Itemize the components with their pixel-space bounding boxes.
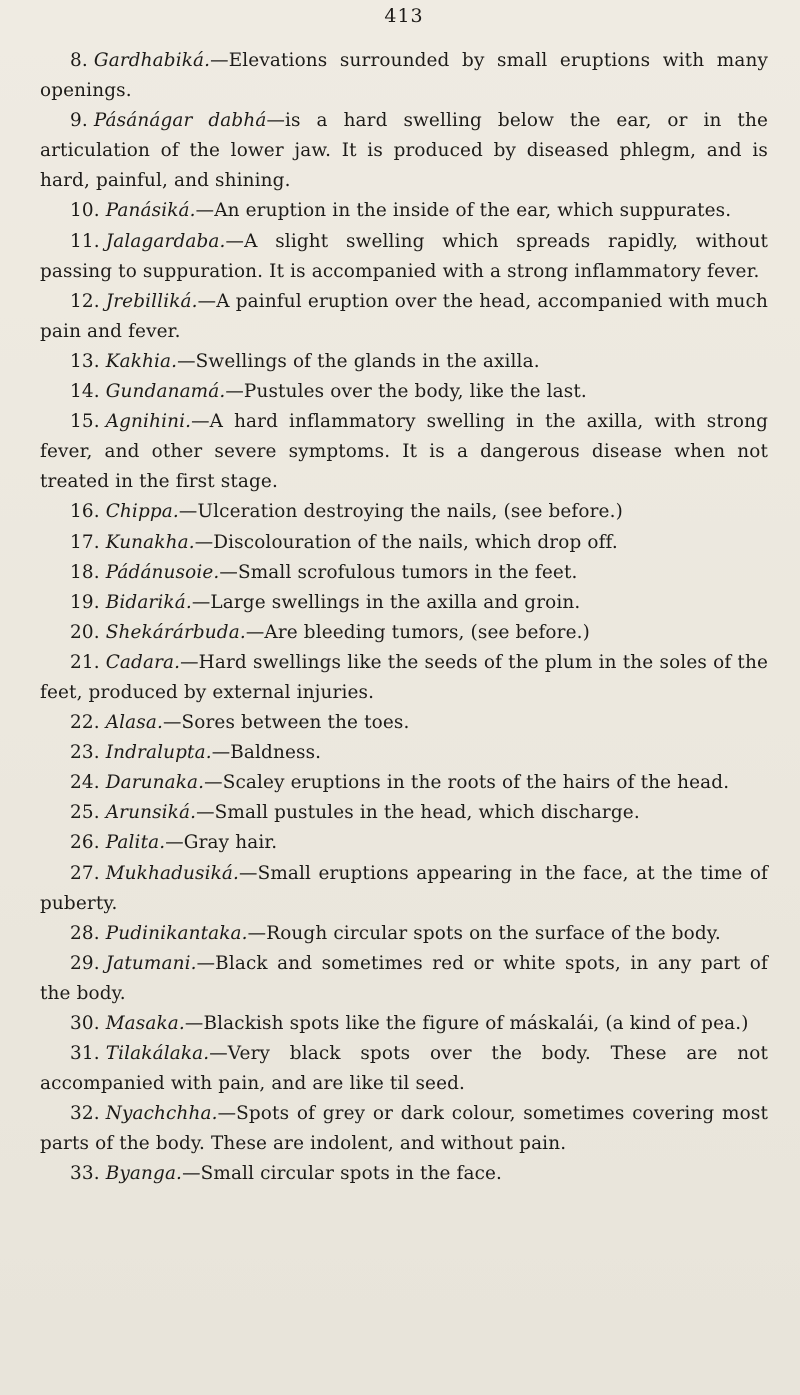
entry-definition: —Small circular spots in the face. (182, 1163, 503, 1185)
entry-definition: —Sores between the toes. (162, 712, 410, 734)
list-item (40, 708, 768, 738)
entry-number: 11. (70, 230, 100, 252)
list-item (40, 407, 768, 497)
entry-term: Agnihini. (105, 411, 192, 433)
list-item (40, 949, 768, 1009)
entry-number: 24. (70, 772, 100, 794)
entry-term: Gardhabiká. (93, 50, 211, 71)
entry-definition: —Blackish spots like the figure of máskalái, (a kind of pea.) (184, 1013, 749, 1034)
entry-number: 28. (70, 922, 100, 944)
entry-definition: —Small eruptions appearing in the face, at the time of puberty. (40, 862, 768, 914)
entry-number: 21. (70, 651, 100, 673)
entry-term: Cadara. (105, 651, 181, 673)
entry-definition: —A painful eruption over the head, accompanied with much pain and fever. (40, 290, 768, 342)
entry-term: Arunsiká. (105, 802, 197, 824)
entry-term: Nyachchha. (105, 1103, 218, 1125)
list-item (40, 106, 768, 196)
list-item (40, 588, 768, 618)
page-number: 413 (384, 5, 424, 27)
entry-definition: —Small scrofulous tumors in the feet. (219, 561, 578, 583)
list-item (40, 859, 768, 919)
entry-list (40, 46, 768, 1190)
entry-number: 8. (70, 50, 88, 71)
entry-number: 14. (70, 381, 100, 403)
list-item (40, 1039, 768, 1099)
entry-number: 12. (70, 290, 100, 312)
list-item (40, 528, 768, 558)
entry-term: Pásánágar dabhá (93, 110, 267, 132)
entry-number: 27. (70, 862, 100, 884)
list-item (40, 828, 768, 858)
list-item (40, 648, 768, 708)
entry-definition: —A slight swelling which spreads rapidly, without passing to suppuration. It is accompanied with a strong inflammatory fever. (40, 230, 768, 282)
entry-definition: —Gray hair. (165, 832, 278, 854)
entry-number: 13. (70, 350, 100, 372)
entry-definition: —Black and sometimes red or white spots, in any part of the body. (40, 952, 768, 1004)
entry-term: Kakhia. (105, 350, 178, 372)
entry-number: 19. (70, 591, 100, 613)
entry-definition: —Spots of grey or dark colour, sometimes covering most parts of the body. These are indolent, and without pain. (40, 1103, 768, 1155)
entry-number: 18. (70, 561, 100, 583)
entry-term: Alasa. (105, 712, 163, 734)
entry-term: Pudinikantaka. (105, 922, 248, 944)
entry-term: Palita. (105, 832, 166, 854)
entry-term: Mukhadusiká. (105, 862, 240, 884)
entry-number: 16. (70, 501, 100, 523)
entry-term: Indralupta. (105, 742, 212, 764)
list-item (40, 738, 768, 768)
entry-number: 17. (70, 531, 100, 553)
entry-term: Jatumani. (105, 952, 197, 974)
entry-term: Panásiká. (105, 200, 196, 222)
entry-number: 15. (70, 411, 100, 433)
list-item (40, 46, 768, 106)
list-item (40, 1099, 768, 1159)
list-item (40, 558, 768, 588)
entry-number: 30. (70, 1013, 100, 1034)
list-item (40, 227, 768, 287)
entry-definition: —Are bleeding tumors, (see before.) (245, 621, 590, 643)
entry-term: Pádánusoie. (105, 561, 220, 583)
entry-term: Tilakálaka. (105, 1043, 210, 1065)
entry-term: Kunakha. (105, 531, 195, 553)
entry-definition: —is a hard swelling below the ear, or in the articulation of the lower jaw. It is produced by diseased phlegm, and is hard, painful, and shining. (40, 110, 768, 192)
entry-number: 29. (70, 952, 100, 974)
entry-number: 31. (70, 1043, 100, 1065)
entry-term: Chippa. (105, 501, 179, 523)
entry-term: Darunaka. (105, 772, 205, 794)
entry-definition: —Ulceration destroying the nails, (see before.) (178, 501, 623, 523)
list-item (40, 196, 768, 226)
entry-number: 9. (70, 110, 88, 132)
list-item (40, 347, 768, 377)
entry-term: Masaka. (105, 1013, 185, 1034)
entry-term: Shekárárbuda. (105, 621, 246, 643)
entry-number: 23. (70, 742, 100, 764)
entry-number: 26. (70, 832, 100, 854)
entry-definition: —Pustules over the body, like the last. (225, 381, 587, 403)
entry-term: Byanga. (105, 1163, 183, 1185)
entry-term: Gundanamá. (105, 381, 226, 403)
list-item (40, 497, 768, 527)
entry-term: Jalagardaba. (105, 230, 226, 252)
entry-number: 25. (70, 802, 100, 824)
entry-definition: —An eruption in the inside of the ear, which suppurates. (195, 200, 732, 222)
entry-definition: —Rough circular spots on the surface of the body. (247, 922, 721, 944)
entry-definition: —Scaley eruptions in the roots of the hairs of the head. (204, 772, 730, 794)
entry-term: Bidariká. (105, 591, 192, 613)
list-item (40, 1159, 768, 1189)
list-item (40, 798, 768, 828)
list-item (40, 618, 768, 648)
list-item (40, 377, 768, 407)
entry-definition: —Hard swellings like the seeds of the plum in the soles of the feet, produced by external injuries. (40, 651, 768, 703)
entry-definition: —Discolouration of the nails, which drop off. (194, 531, 618, 553)
entry-definition: —Elevations surrounded by small eruptions with many openings. (40, 50, 768, 102)
entry-definition: —Very black spots over the body. These are not accompanied with pain, and are like til seed. (40, 1043, 768, 1095)
entry-definition: —Swellings of the glands in the axilla. (177, 350, 540, 372)
entry-definition: —Baldness. (211, 742, 322, 764)
entry-number: 22. (70, 712, 100, 734)
entry-number: 20. (70, 621, 100, 643)
list-item (40, 919, 768, 949)
entry-definition: —Small pustules in the head, which discharge. (196, 802, 640, 824)
entry-number: 32. (70, 1103, 100, 1125)
entry-term: Jrebilliká. (105, 290, 198, 312)
entry-number: 10. (70, 200, 100, 222)
list-item (40, 768, 768, 798)
list-item (40, 1009, 768, 1039)
entry-definition: —Large swellings in the axilla and groin. (191, 591, 581, 613)
list-item (40, 287, 768, 347)
entry-number: 33. (70, 1163, 100, 1185)
entry-definition: —A hard inflammatory swelling in the axilla, with strong fever, and other severe symptoms. It is a dangerous disease when not treated in the first stage. (40, 411, 768, 493)
